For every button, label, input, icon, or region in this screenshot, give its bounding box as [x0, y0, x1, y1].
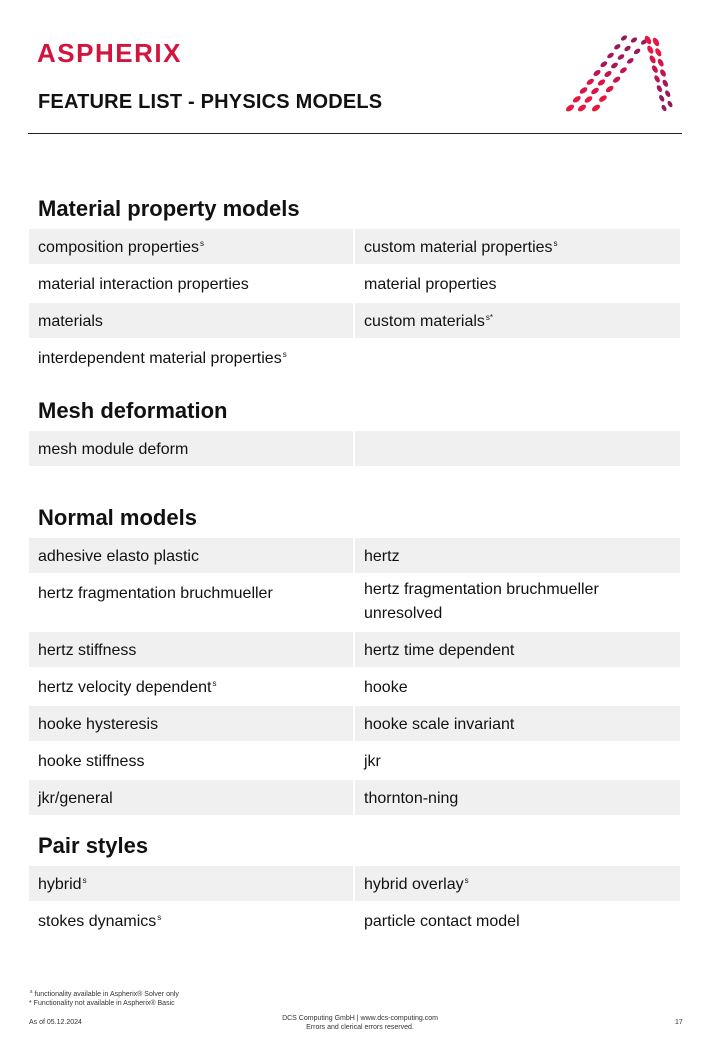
logo-dot — [646, 45, 655, 55]
logo-dot — [605, 85, 615, 94]
logo-dot — [630, 36, 638, 43]
table-row — [29, 229, 680, 264]
logo-dot — [623, 45, 631, 53]
table-row — [29, 669, 680, 704]
logo-dot — [654, 47, 663, 57]
logo-dot — [651, 37, 660, 48]
section-title: Normal models — [38, 505, 197, 530]
table-cell: adhesive elasto plastic — [29, 538, 353, 573]
logo-dot — [656, 84, 664, 93]
table-cell: hooke stiffness — [38, 753, 145, 770]
logo-dot — [666, 100, 673, 108]
table-cell — [355, 431, 680, 466]
logo-dot — [660, 104, 667, 112]
logo-dot — [619, 66, 628, 74]
table-cell: hertz fragmentation bruchmueller — [38, 585, 273, 602]
logo-dot — [591, 103, 602, 113]
logo-dot — [606, 52, 615, 60]
table-cell: materials — [29, 303, 353, 338]
table-row — [29, 743, 680, 778]
footer-disclaimer: Errors and clerical errors reserved. — [306, 1024, 414, 1031]
section-mesh-deformation — [29, 395, 680, 466]
table-cell — [355, 340, 680, 375]
logo-dot — [659, 68, 667, 77]
logo-dot — [579, 86, 589, 95]
logo-dot — [626, 57, 635, 65]
table-cell: thornton-ning — [355, 780, 680, 815]
table-cell: hybrid overlay$^s$ — [355, 866, 680, 901]
table-row — [29, 431, 680, 466]
table-row — [29, 266, 680, 301]
logo-dot — [651, 64, 659, 74]
table-row — [29, 575, 680, 630]
table-cell: jkr — [364, 753, 381, 770]
table-cell: interdependent material properties$^s$ — [38, 350, 287, 367]
page-title: FEATURE LIST - PHYSICS MODELS — [38, 91, 383, 113]
page-number: 17 — [675, 1019, 683, 1026]
table-row — [29, 538, 680, 573]
table-cell: hooke hysteresis — [29, 706, 353, 741]
section-normal-models — [29, 502, 680, 815]
table-cell: hertz stiffness — [29, 632, 353, 667]
logo-dot — [603, 70, 612, 79]
logo-dot — [586, 77, 595, 86]
table-row — [29, 903, 680, 938]
table-cell: particle contact model — [364, 913, 520, 930]
logo-dot — [592, 69, 601, 78]
table-cell: hertz velocity dependent$^s$ — [38, 679, 217, 696]
table-cell: material properties — [364, 276, 497, 293]
logo-dot — [658, 94, 665, 102]
logo-dot — [590, 86, 600, 95]
table-cell: stokes dynamics$^s$ — [38, 913, 162, 930]
section-pair-styles — [29, 830, 680, 938]
section-title: Material property models — [38, 196, 300, 221]
logo-dot — [661, 79, 669, 88]
table-cell: jkr/general — [29, 780, 353, 815]
logo-dot — [664, 89, 671, 97]
table-cell: hertz — [355, 538, 680, 573]
logo-dot — [577, 103, 588, 113]
section-title: Mesh deformation — [38, 398, 228, 423]
logo-dot — [633, 48, 641, 56]
table-cell: hooke scale invariant — [355, 706, 680, 741]
table-row — [29, 780, 680, 815]
table-cell: hertz fragmentation bruchmueller unresolved — [364, 581, 599, 622]
table-row — [29, 866, 680, 901]
logo-dot — [617, 53, 626, 61]
logo-dot — [653, 74, 661, 83]
table-row — [29, 303, 680, 338]
aspherix-logo-icon — [562, 30, 674, 114]
logo-dot — [648, 54, 657, 64]
logo-dot — [572, 95, 582, 104]
logo-dot — [565, 103, 576, 113]
table-cell: hertz time dependent — [355, 632, 680, 667]
logo-dot — [598, 94, 608, 103]
footnote-solver-only: $^s$ functionality available in Aspherix® Solver only — [30, 989, 179, 998]
footer-date: As of 05.12.2024 — [29, 1019, 82, 1026]
logo-dot — [597, 78, 606, 87]
section-material-property-models — [29, 193, 680, 375]
logo-dot — [612, 75, 621, 84]
footnotes — [29, 988, 179, 1008]
logo-dot — [583, 95, 593, 104]
table-cell: hybrid$^s$ — [29, 866, 353, 901]
logo-dot — [599, 60, 608, 68]
table-cell: custom materials$^{s*}$ — [355, 303, 680, 338]
brand-wordmark: ASPHERIX — [37, 38, 182, 68]
footer-company-line: DCS Computing GmbH | www.dcs-computing.com — [282, 1015, 438, 1022]
table-cell: mesh module deform — [29, 431, 353, 466]
table-cell: custom material properties$^s$ — [355, 229, 680, 264]
table-row — [29, 340, 680, 375]
footer-company — [0, 1014, 720, 1032]
logo-dot — [610, 61, 619, 69]
table-cell: material interaction properties — [38, 276, 249, 293]
logo-dot — [613, 43, 621, 51]
table-row — [29, 706, 680, 741]
table-cell: hooke — [364, 679, 408, 696]
table-cell: composition properties$^s$ — [29, 229, 353, 264]
logo-dot — [657, 58, 665, 68]
logo-dot — [620, 34, 628, 41]
section-title: Pair styles — [38, 833, 149, 858]
footnote-basic: * Functionality not available in Aspherix® Basic — [29, 1000, 175, 1007]
header-divider — [28, 133, 682, 134]
table-row — [29, 632, 680, 667]
